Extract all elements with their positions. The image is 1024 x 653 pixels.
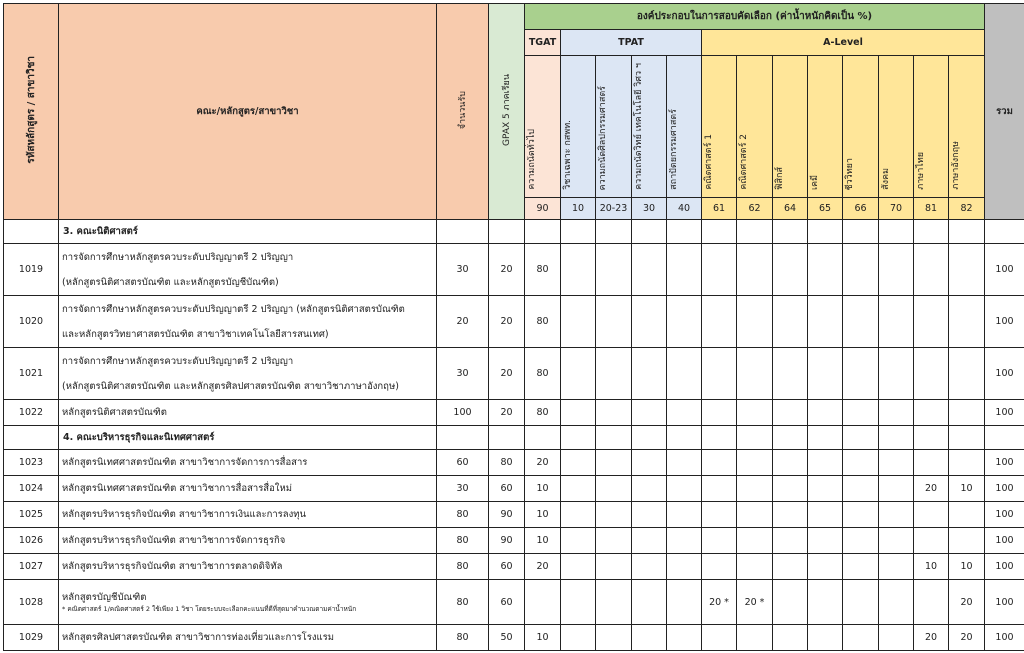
score-value [773,476,808,502]
program-name [59,348,437,400]
score-value [808,348,843,400]
quota-value: 60 [437,450,489,476]
score-value [632,450,667,476]
subject-code: 64 [773,198,808,220]
score-value [843,528,879,554]
score-value [808,244,843,296]
total-value: 100 [985,348,1024,400]
score-value: 10 [949,476,985,502]
subject-code: 62 [737,198,773,220]
program-name-line: หลักสูตรบริหารธุรกิจบัณฑิต สาขาวิชาการจัดการธุรกิจ [62,534,286,546]
score-value [737,244,773,296]
gpax-value: 20 [489,244,525,296]
subject-code: 81 [914,198,949,220]
empty-cell [702,426,737,450]
score-value: 10 [525,528,561,554]
faculty-title: 3. คณะนิติศาสตร์ [59,220,437,244]
score-value [561,400,596,426]
gpax-value: 50 [489,625,525,651]
score-value [773,554,808,580]
score-value [879,476,914,502]
program-name-line: หลักสูตรนิติศาสตรบัณฑิต [62,406,167,418]
score-value [879,554,914,580]
group-tgat: TGAT [525,30,561,56]
program-name [59,528,437,554]
gpax-value: 20 [489,400,525,426]
score-value: 20 [525,450,561,476]
score-value [808,476,843,502]
empty-cell [561,220,596,244]
score-value [667,476,702,502]
subject-header: ฟิสิกส์ [773,56,808,198]
score-value [843,450,879,476]
program-code: 1028 [4,580,59,625]
score-value: 20 [949,580,985,625]
program-code: 1027 [4,554,59,580]
program-name [59,296,437,348]
table-row [4,244,1024,296]
score-value [737,528,773,554]
score-value [808,400,843,426]
score-value [632,625,667,651]
subject-header: ความถนัดศิลปกรรมศาสตร์ [596,56,632,198]
score-value [773,625,808,651]
program-code: 1026 [4,528,59,554]
table-row [4,528,1024,554]
gpax-value: 60 [489,476,525,502]
score-value [596,450,632,476]
empty-cell [525,220,561,244]
score-value [525,580,561,625]
quota-value: 30 [437,244,489,296]
score-value [737,625,773,651]
empty-cell [879,426,914,450]
program-name [59,554,437,580]
faculty-code-cell [4,220,59,244]
score-value [632,348,667,400]
score-value [914,296,949,348]
subject-header: เคมี [808,56,843,198]
col-header-quota: จำนวนรับ [437,4,489,220]
score-value: 20 [525,554,561,580]
score-value [702,476,737,502]
score-value [596,625,632,651]
program-name-line: (หลักสูตรนิติศาสตรบัณฑิต และหลักสูตรบัญชีบัณฑิต) [62,276,279,288]
empty-cell [667,426,702,450]
subject-code: 10 [561,198,596,220]
program-name-line: หลักสูตรบริหารธุรกิจบัณฑิต สาขาวิชาการตลาดดิจิทัล [62,560,283,572]
score-value [843,296,879,348]
total-value: 100 [985,625,1024,651]
score-value [879,348,914,400]
quota-value: 30 [437,348,489,400]
score-value [702,296,737,348]
gpax-value: 80 [489,450,525,476]
empty-cell [985,220,1024,244]
score-value [561,450,596,476]
table-row [4,450,1024,476]
score-value [737,348,773,400]
total-value: 100 [985,476,1024,502]
total-value: 100 [985,528,1024,554]
score-value [949,502,985,528]
score-value [632,502,667,528]
score-value: 20 [914,625,949,651]
gpax-value: 20 [489,348,525,400]
empty-cell [914,220,949,244]
score-value [737,450,773,476]
subject-header: ภาษาไทย [914,56,949,198]
score-value [632,400,667,426]
score-value [667,580,702,625]
group-alevel: A-Level [702,30,985,56]
score-value [596,400,632,426]
program-name [59,625,437,651]
score-value [879,580,914,625]
table-row [4,400,1024,426]
program-name-line: การจัดการศึกษาหลักสูตรควบระดับปริญญาตรี 2 ปริญญา [62,355,294,367]
score-value [667,244,702,296]
score-value [702,625,737,651]
score-value [702,528,737,554]
score-value [702,244,737,296]
admission-table [3,3,1024,651]
score-value [632,528,667,554]
score-value [879,244,914,296]
empty-cell [561,426,596,450]
score-value [808,296,843,348]
quota-value: 30 [437,476,489,502]
score-value [667,296,702,348]
score-value [737,400,773,426]
program-name [59,476,437,502]
empty-cell [843,220,879,244]
subject-code: 20-23 [596,198,632,220]
empty-cell [879,220,914,244]
score-value [561,502,596,528]
empty-cell [632,426,667,450]
subject-code: 90 [525,198,561,220]
score-value: 10 [914,554,949,580]
score-value [843,400,879,426]
score-value [773,348,808,400]
subject-header: คณิตศาสตร์ 1 [702,56,737,198]
score-value [561,296,596,348]
empty-cell [737,220,773,244]
program-name-line: การจัดการศึกษาหลักสูตรควบระดับปริญญาตรี 2 ปริญญา [62,251,294,263]
empty-cell [489,220,525,244]
program-name [59,580,437,625]
gpax-value: 60 [489,580,525,625]
empty-cell [632,220,667,244]
program-name-line: หลักสูตรศิลปศาสตรบัณฑิต สาขาวิชาการท่องเที่ยวและการโรงแรม [62,631,334,643]
empty-cell [985,426,1024,450]
score-value: 20 [949,625,985,651]
score-value [667,625,702,651]
empty-cell [667,220,702,244]
score-value [879,400,914,426]
score-value [914,450,949,476]
total-value: 100 [985,580,1024,625]
score-value: 80 [525,296,561,348]
score-value: 10 [525,625,561,651]
total-value: 100 [985,296,1024,348]
empty-cell [702,220,737,244]
program-code: 1025 [4,502,59,528]
score-value [879,450,914,476]
score-value [632,580,667,625]
score-value [843,348,879,400]
score-value: 20 [914,476,949,502]
score-value [808,554,843,580]
score-value [914,348,949,400]
score-value [596,296,632,348]
gpax-value: 90 [489,502,525,528]
score-value [596,554,632,580]
col-header-program: คณะ/หลักสูตร/สาขาวิชา [59,4,437,220]
gpax-value: 90 [489,528,525,554]
score-value [949,244,985,296]
score-value [914,502,949,528]
score-value [596,244,632,296]
score-value [667,450,702,476]
empty-cell [808,426,843,450]
score-value [808,580,843,625]
program-name-line: หลักสูตรบัญชีบัณฑิต [62,591,147,603]
score-value [808,502,843,528]
subject-header: สังคม [879,56,914,198]
quota-value: 100 [437,400,489,426]
subject-header: ภาษาอังกฤษ [949,56,985,198]
subject-code: 82 [949,198,985,220]
score-value [596,502,632,528]
empty-cell [596,426,632,450]
score-value [843,554,879,580]
score-value [561,580,596,625]
gpax-value: 20 [489,296,525,348]
empty-cell [596,220,632,244]
table-row [4,296,1024,348]
empty-cell [737,426,773,450]
program-code: 1029 [4,625,59,651]
score-value [702,502,737,528]
col-header-code: รหัสหลักสูตร / สาขาวิชา [4,4,59,220]
empty-cell [489,426,525,450]
score-value [843,580,879,625]
table-row [4,476,1024,502]
score-value: 20 * [702,580,737,625]
score-value [667,502,702,528]
score-value [914,580,949,625]
score-value [808,450,843,476]
score-value [702,450,737,476]
col-header-gpax: GPAX 5 ภาคเรียน [489,4,525,220]
program-name-line: หลักสูตรบริหารธุรกิจบัณฑิต สาขาวิชาการเงินและการลงทุน [62,508,306,520]
score-value [773,244,808,296]
subject-code: 30 [632,198,667,220]
score-value [737,476,773,502]
score-value [737,554,773,580]
quota-value: 80 [437,554,489,580]
program-name-line: หลักสูตรนิเทศศาสตรบัณฑิต สาขาวิชาการจัดการการสื่อสาร [62,456,308,468]
empty-cell [949,220,985,244]
total-value: 100 [985,400,1024,426]
score-value [773,296,808,348]
program-code: 1024 [4,476,59,502]
score-value: 10 [525,502,561,528]
score-value [879,502,914,528]
faculty-row [4,220,1024,244]
subject-header: สถาปัตยกรรมศาสตร์ [667,56,702,198]
program-code: 1021 [4,348,59,400]
score-value [632,244,667,296]
score-value [702,348,737,400]
score-value [879,528,914,554]
score-value [632,296,667,348]
empty-cell [949,426,985,450]
score-value: 80 [525,400,561,426]
subject-header: ความถนัดทั่วไป [525,56,561,198]
empty-cell [843,426,879,450]
score-value [914,400,949,426]
empty-cell [437,426,489,450]
group-tpat: TPAT [561,30,702,56]
subject-header: คณิตศาสตร์ 2 [737,56,773,198]
score-value [667,348,702,400]
table-row [4,625,1024,651]
score-value [808,528,843,554]
score-value [596,580,632,625]
score-value [843,625,879,651]
program-note: * คณิตศาสตร์ 1/คณิตศาสตร์ 2 ใช้เพียง 1 วิชา โดยระบบจะเลือกคะแนนที่ดีที่สุดมาคำนวณตามค่าน้ำหนัก [62,604,357,613]
program-code: 1019 [4,244,59,296]
score-value [561,476,596,502]
components-header: องค์ประกอบในการสอบคัดเลือก (ค่าน้ำหนักคิดเป็น %) [525,4,985,30]
score-value [773,450,808,476]
program-name-line: หลักสูตรนิเทศศาสตรบัณฑิต สาขาวิชาการสื่อสารสื่อใหม่ [62,482,292,494]
score-value: 80 [525,244,561,296]
program-name [59,244,437,296]
program-code: 1023 [4,450,59,476]
subject-header: ชีววิทยา [843,56,879,198]
score-value [737,296,773,348]
score-value [949,296,985,348]
score-value [667,400,702,426]
total-value: 100 [985,554,1024,580]
subject-code: 70 [879,198,914,220]
score-value [702,554,737,580]
score-value [632,476,667,502]
faculty-title: 4. คณะบริหารธุรกิจและนิเทศศาสตร์ [59,426,437,450]
score-value [667,528,702,554]
col-header-total: รวม [985,4,1024,220]
subject-code: 66 [843,198,879,220]
quota-value: 80 [437,580,489,625]
empty-cell [773,220,808,244]
empty-cell [437,220,489,244]
score-value [773,580,808,625]
table-row [4,502,1024,528]
empty-cell [773,426,808,450]
subject-code: 65 [808,198,843,220]
score-value [914,244,949,296]
empty-cell [525,426,561,450]
score-value [914,528,949,554]
total-value: 100 [985,244,1024,296]
quota-value: 20 [437,296,489,348]
program-name [59,400,437,426]
score-value [843,476,879,502]
score-value [843,244,879,296]
score-value [773,502,808,528]
score-value [879,296,914,348]
score-value: 10 [525,476,561,502]
total-value: 100 [985,502,1024,528]
table-row [4,580,1024,625]
quota-value: 80 [437,528,489,554]
score-value [561,625,596,651]
score-value [843,502,879,528]
score-value [879,625,914,651]
score-value [949,400,985,426]
faculty-code-cell [4,426,59,450]
score-value [808,625,843,651]
empty-cell [808,220,843,244]
score-value [667,554,702,580]
score-value [737,502,773,528]
score-value [773,400,808,426]
program-name [59,450,437,476]
total-value: 100 [985,450,1024,476]
program-code: 1020 [4,296,59,348]
subject-header: ความถนัดวิทย์ เทคโนโลยี วิศว ฯ [632,56,667,198]
table-row [4,554,1024,580]
score-value [561,348,596,400]
score-value [773,528,808,554]
score-value [561,554,596,580]
empty-cell [914,426,949,450]
program-name [59,502,437,528]
score-value [632,554,667,580]
score-value [561,244,596,296]
subject-header: วิชาเฉพาะ กสพท. [561,56,596,198]
score-value: 20 * [737,580,773,625]
score-value: 80 [525,348,561,400]
subject-code: 61 [702,198,737,220]
score-value [596,476,632,502]
score-value [949,348,985,400]
score-value [949,528,985,554]
gpax-value: 60 [489,554,525,580]
score-value [596,348,632,400]
program-code: 1022 [4,400,59,426]
subject-code: 40 [667,198,702,220]
quota-value: 80 [437,502,489,528]
score-value [596,528,632,554]
score-value [949,450,985,476]
quota-value: 80 [437,625,489,651]
program-name-line: (หลักสูตรนิติศาสตรบัณฑิต และหลักสูตรศิลปศาสตรบัณฑิต สาขาวิชาภาษาอังกฤษ) [62,380,399,392]
program-name-line: การจัดการศึกษาหลักสูตรควบระดับปริญญาตรี 2 ปริญญา (หลักสูตรนิติศาสตรบัณฑิต [62,303,405,315]
score-value [702,400,737,426]
table-row [4,348,1024,400]
faculty-row [4,426,1024,450]
score-value: 10 [949,554,985,580]
score-value [561,528,596,554]
program-name-line: และหลักสูตรวิทยาศาสตรบัณฑิต สาขาวิชาเทคโนโลยีสารสนเทศ) [62,328,329,340]
